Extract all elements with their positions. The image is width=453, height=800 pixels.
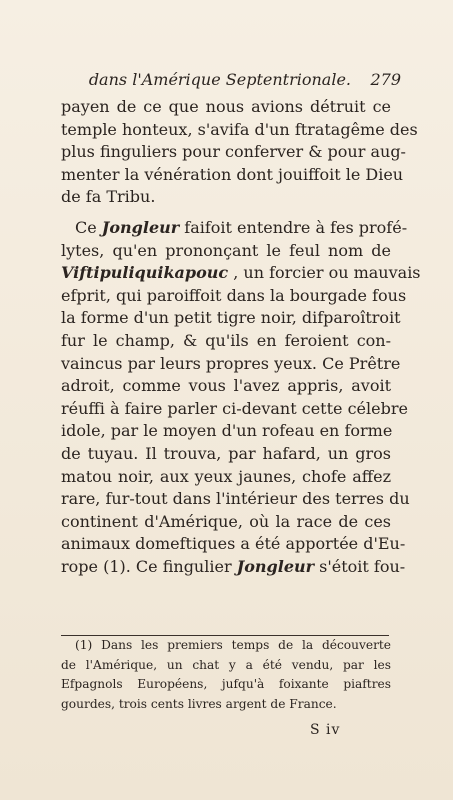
text-line: continent d'Amérique, où la race de ces	[61, 511, 391, 531]
text-line: temple honteux, s'avifa d'un ftratagême des	[61, 119, 418, 139]
text-line: efprit, qui paroiffoit dans la bourgade fous	[61, 285, 407, 305]
text-line: animaux domeftiques a été apportée d'Eu-	[61, 534, 406, 554]
text-line: de tuyau. Il trouva, par hafard, un gros	[61, 443, 391, 463]
text-line	[61, 556, 406, 579]
italic-name: Jongleur	[101, 217, 180, 237]
text-line: fur le champ, & qu'ils en feroient con-	[61, 330, 391, 350]
text-line: plus finguliers pour conferver & pour aug-	[61, 142, 406, 162]
text-line: lytes, qu'en prononçant le feul nom de	[61, 240, 391, 260]
text-line: rare, fur-tout dans l'intérieur des terres du	[61, 489, 410, 509]
text-span: s'étoit fou-	[314, 556, 406, 576]
footnote-line: de l'Amérique, un chat y a été vendu, par les	[61, 657, 391, 672]
text-span: faifoit entendre à fes profé-	[179, 217, 408, 237]
text-line: payen de ce que nous avions détruit ce	[61, 97, 391, 116]
page-number: 279	[370, 70, 401, 89]
text-line: matou noir, aux yeux jaunes, chofe affez	[61, 466, 391, 486]
signature-mark: S iv	[310, 722, 341, 738]
text-line: la forme d'un petit tigre noir, difparoîtroit	[61, 308, 401, 328]
main-text	[61, 96, 421, 578]
running-header	[60, 70, 401, 92]
text-line: idole, par le moyen d'un rofeau en forme	[61, 421, 393, 441]
text-line: adroit, comme vous l'avez appris, avoit	[61, 376, 391, 396]
text-line: de fa Tribu.	[61, 187, 156, 207]
text-span: rope (1). Ce fingulier	[61, 556, 237, 576]
text-span: Ce	[75, 217, 102, 237]
footnote-line: Efpagnols Européens, jufqu'à foixante piaftres	[61, 677, 391, 692]
text-line: vaincus par leurs propres yeux. Ce Prêtre	[61, 353, 401, 373]
running-title: dans l'Amérique Septentrionale.	[88, 70, 351, 89]
text-line: réuffi à faire parler ci-devant cette célebre	[61, 398, 408, 418]
text-line	[61, 262, 421, 285]
text-line	[61, 217, 408, 240]
italic-name: Jongleur	[236, 556, 315, 576]
text-line: menter la vénération dont jouiffoit le Dieu	[61, 164, 404, 184]
footnote-line: (1) Dans les premiers temps de la découverte	[75, 638, 391, 652]
footnote-line: gourdes, trois cents livres argent de France.	[61, 696, 337, 711]
italic-name: Viftipuliquikapouc	[61, 263, 229, 283]
footnote	[61, 636, 391, 714]
text-span: , un forcier ou mauvais	[233, 263, 421, 283]
